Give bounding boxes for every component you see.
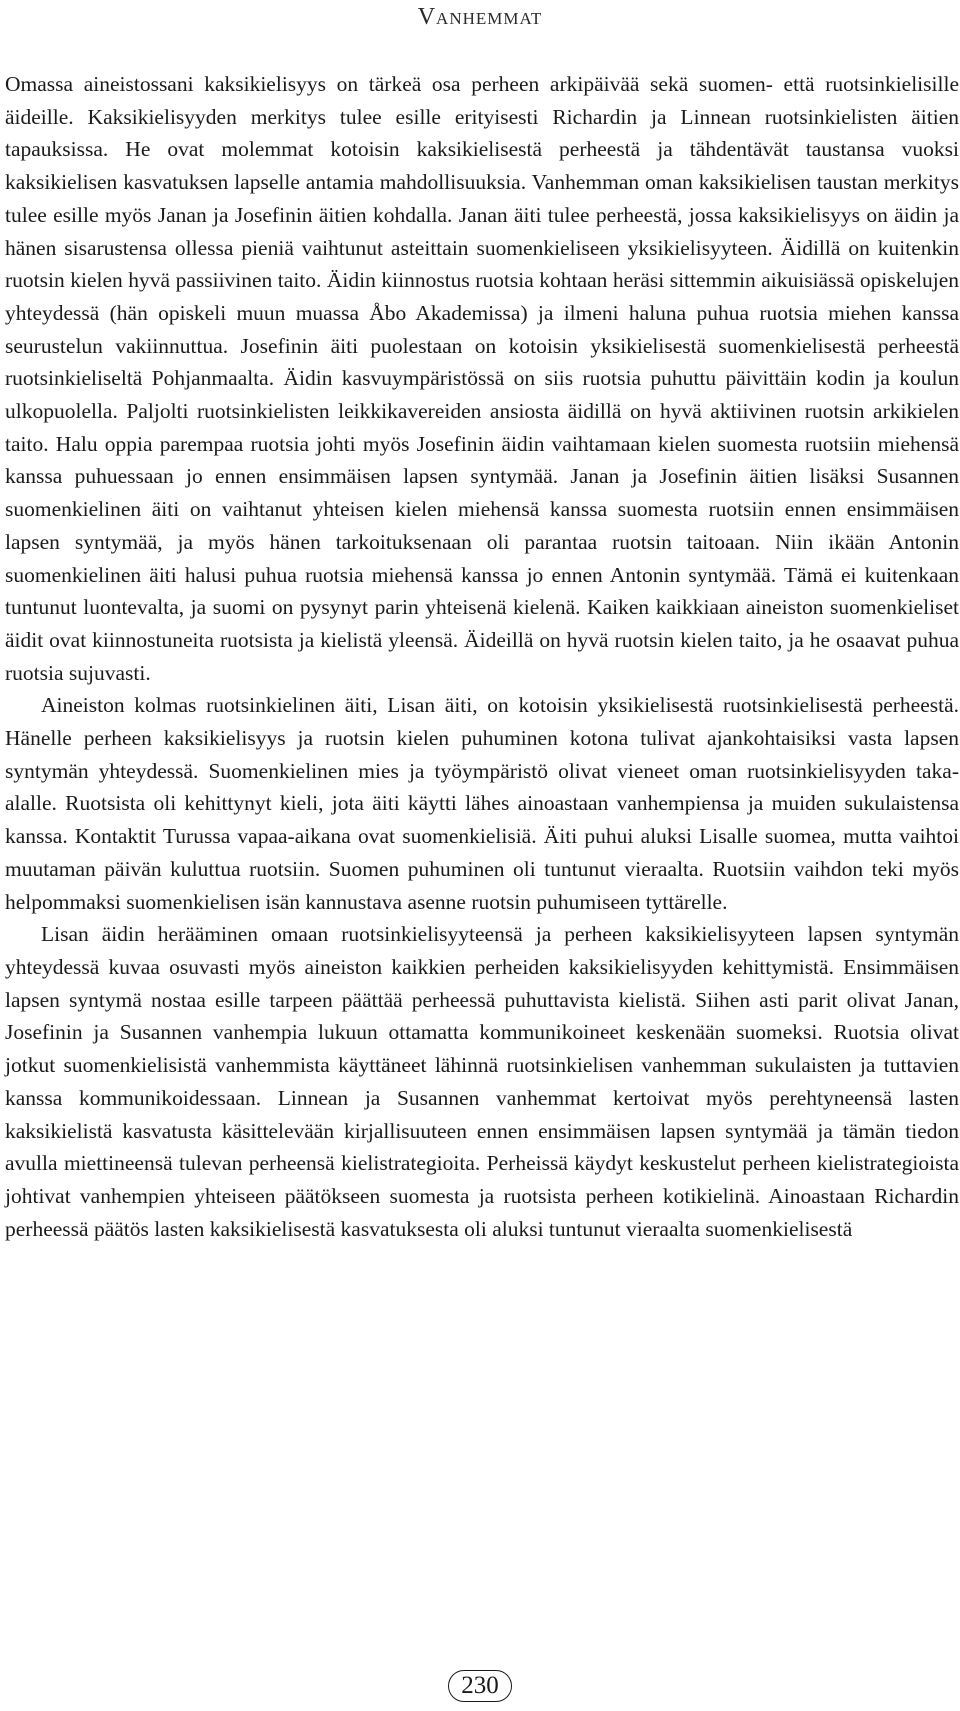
paragraph: Aineiston kolmas ruotsinkielinen äiti, Lisan äiti, on kotoisin yksikielisestä ruotsinkielisestä perheestä. Hänelle perheen kaksikielisyys ja ruotsin kielen puhuminen kotona tulivat ajankohtaisiksi vasta lapsen syntymän yhteydessä. Suomenkielinen mies ja työympäristö olivat vieneet oman ruotsinkielisyyden taka-alalle. Ruotsista oli kehittynyt kieli, jota äiti käytti lähes ainoastaan vanhempiensa ja muiden sukulaistensa kanssa. Kontaktit Turussa vapaa-aikana ovat suomenkielisiä. Äiti puhui aluksi Lisalle suomea, mutta vaihtoi muutaman päivän kuluttua ruotsiin. Suomen puhuminen oli tuntunut vieraalta. Ruotsiin vaihdon teki myös helpommaksi suomenkielisen isän kannustava asenne ruotsin puhumiseen tyttärelle. — [5, 693, 959, 914]
paragraph: Omassa aineistossani kaksikielisyys on tärkeä osa perheen arkipäivää sekä suomen- että ruotsinkielisille äideille. Kaksikielisyyden merkitys tulee esille erityisesti Richardin ja Linnean ruotsinkielisten äitien tapauksissa. He ovat molemmat kotoisin kaksikielisestä perheestä ja tähdentävät taustansa vuoksi kaksikielisen kasvatuksen lapselle antamia mahdollisuuksia. Vanhemman oman kaksikielisen taustan merkitys tulee esille myös Janan ja Josefinin äitien kohdalla. Janan äiti tulee perheestä, jossa kaksikielisyys on äidin ja hänen sisarustensa ollessa pieniä vaihtunut asteittain suomenkieliseen yksikielisyyteen. Äidillä on kuitenkin ruotsin kielen hyvä passiivinen taito. Äidin kiinnostus ruotsia kohtaan heräsi sittemmin aikuisiässä opiskelujen yhteydessä (hän opiskeli muun muassa Åbo Akademissa) ja ilmeni haluna puhua ruotsia miehen kanssa seurustelun vakiinnuttua. Josefinin äiti puolestaan on kotoisin yksikielisestä suomenkielisestä perheestä ruotsinkieliseltä Pohjanmaalta. Äidin kasvuympäristössä on siis ruotsia puhuttu päivittäin kodin ja koulun ulkopuolella. Paljolti ruotsinkielisten leikkikavereiden ansiosta äidillä on hyvä aktiivinen ruotsin arkikielen taito. Halu oppia parempaa ruotsia johti myös Josefinin äidin vaihtamaan kielen suomesta ruotsiin miehensä kanssa puhuessaan jo ennen ensimmäisen lapsen syntymää. Janan ja Josefinin äitien lisäksi Susannen suomenkielinen äiti on vaihtanut yhteisen kielen miehensä kanssa suomesta ruotsiin ennen ensimmäisen lapsen syntymää, ja myös hänen tarkoituksenaan oli parantaa ruotsin taitoaan. Niin ikään Antonin suomenkielinen äiti halusi puhua ruotsia miehensä kanssa jo ennen Antonin syntymää. Tämä ei kuitenkaan tuntunut luontevalta, ja suomi on pysynyt parin yhteisenä kielenä. Kaiken kaikkiaan aineiston suomenkieliset äidit ovat kiinnostuneita ruotsista ja kielistä yleensä. Äideillä on hyvä ruotsin kielen taito, ja he osaavat puhua ruotsia sujuvasti. — [5, 72, 959, 685]
body-text — [5, 68, 959, 1245]
page-footer — [0, 1670, 960, 1702]
running-head: Vanhemmat — [417, 4, 543, 30]
page-number: 230 — [448, 1670, 512, 1702]
paragraph: Lisan äidin herääminen omaan ruotsinkielisyyteensä ja perheen kaksikielisyyteen lapsen syntymän yhteydessä kuvaa osuvasti myös aineiston kaikkien perheiden kaksikielisyyden kehittymistä. Ensimmäisen lapsen syntymä nostaa esille tarpeen päättää perheessä puhuttavista kielistä. Siihen asti parit olivat Janan, Josefinin ja Susannen vanhempia lukuun ottamatta kommunikoineet keskenään suomeksi. Ruotsia olivat jotkut suomenkielisistä vanhemmista käyttäneet lähinnä ruotsinkielisen vanhemman sukulaisten ja tuttavien kanssa kommunikoidessaan. Linnean ja Susannen vanhemmat kertoivat myös perehtyneensä lasten kaksikielistä kasvatusta käsittelevään kirjallisuuteen ennen ensimmäisen lapsen syntymää ja tämän tiedon avulla miettineensä tulevan perheensä kielistrategioita. Perheissä käydyt keskustelut perheen kielistrategioista johtivat vanhempien yhteiseen päätökseen suomesta ja ruotsista perheen kotikielinä. Ainoastaan Richardin perheessä päätös lasten kaksikielisestä kasvatuksesta oli aluksi tuntunut vieraalta suomenkielisestä — [5, 922, 959, 1241]
